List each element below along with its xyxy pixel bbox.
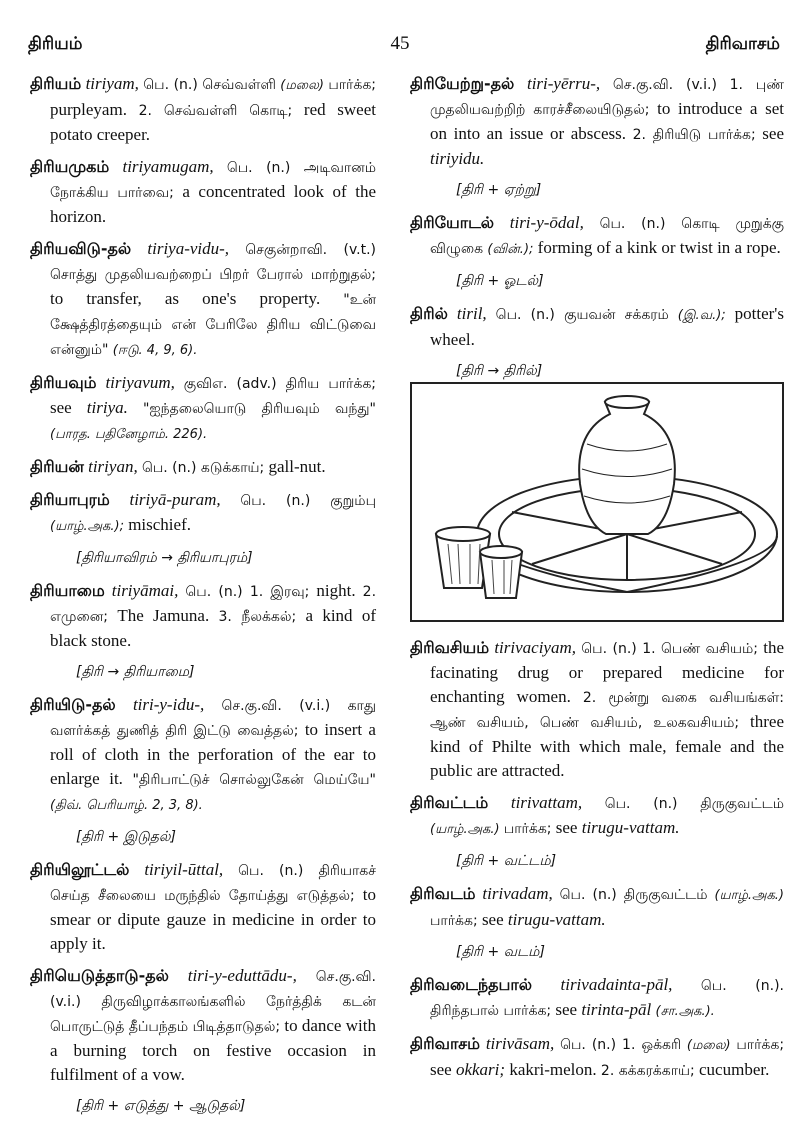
- headword: திரியிலூட்டல்: [30, 860, 130, 879]
- grammar-tamil: செ.கு.வி. (v.i.) திருவிழாக்காலங்களில் நேர்த்திக் கடன் பொருட்டுத் தீப்பந்தம் பிடித்தாடுதல்;: [50, 969, 377, 1035]
- sense-tamil: 3. நீலக்கல்;: [218, 609, 297, 625]
- citation: (ஈடு. 4, 9, 6).: [112, 343, 198, 358]
- source-tag: (யாழ்.அக.): [430, 822, 500, 837]
- sense-tamil: 2. மூன்று வகை வசியங்கள்: ஆண் வசியம், பெண் வசியம், உலகவசியம்;: [430, 690, 784, 731]
- right-column-top: [410, 72, 784, 392]
- transliteration: tiriyamugam,: [122, 157, 214, 176]
- entry-tiriyan: [30, 455, 376, 480]
- headword: திரிவசியம்: [410, 638, 490, 657]
- cross-ref-translit: tirugu-vattam.: [507, 910, 606, 929]
- english-gloss: red sweet potato creeper.: [50, 100, 376, 144]
- headword: திரியோடல்: [410, 213, 495, 232]
- left-column: [30, 72, 376, 1127]
- source-tag: (வின்.);: [487, 242, 534, 257]
- entry-tiriyavum: [30, 371, 376, 447]
- sense-tamil: 1. புண் முதலியவற்றிற் காரச்சீலையிடுதல்;: [430, 77, 785, 118]
- entry-tiriyam: [30, 72, 376, 147]
- entry-tiri-yerru: [410, 72, 784, 171]
- grammar-tamil: பெ. (n.) 1. இரவு;: [185, 584, 310, 600]
- english-gloss: to transfer, as one's property.: [50, 289, 321, 308]
- cross-ref: பார்க்க;: [503, 821, 552, 837]
- english-gloss: to smear or dipute gauze in medicine in order to apply it.: [50, 885, 376, 953]
- english-gloss: see: [555, 818, 578, 837]
- grammar-tamil: குவிஎ. (adv.) திரிய பார்க்க;: [183, 376, 376, 392]
- entry-tiriya-vidu: [30, 237, 376, 363]
- quotation: "உன் க்ஷேத்திரத்தையும் என் பேரிலே திரிய விட்டுவை என்னும்": [50, 292, 377, 358]
- grammar-tamil: பெ. (n.). திரிந்தபால் பார்க்க;: [430, 978, 784, 1019]
- grammar-tamil: பெ. (n.) குறும்பு: [240, 493, 376, 509]
- grammar-tamil: செ.கு.வி. (v.i.): [612, 77, 717, 93]
- english-gloss: night.: [316, 581, 356, 600]
- entry-tiriyamai: [30, 579, 376, 653]
- headword: திரியன்: [30, 457, 84, 476]
- headword: திரியேற்று-தல்: [410, 74, 515, 93]
- grammar-tamil: பெ. (n.) கொடி முறுக்கு விழுகை: [430, 216, 785, 257]
- english-gloss: gall-nut.: [268, 457, 326, 476]
- source-tag: (சா.அக.).: [655, 1004, 715, 1019]
- grammar-tamil: பெ. (n.) திரியாகச் செய்த சீலையை மருந்தில் தோய்த்து எடுத்தல்;: [50, 863, 377, 904]
- headword: திரியமுகம்: [30, 157, 110, 176]
- english-gloss: a kind of black stone.: [50, 606, 377, 650]
- transliteration: tiriyā-puram,: [129, 490, 221, 509]
- etymology: [திரி + ஓடல்]: [456, 273, 544, 289]
- headword: திரிவடம்: [410, 884, 476, 903]
- grammar-tamil: பெ. (n.) கடுக்காய்;: [141, 460, 265, 476]
- transliteration: tiri-y-eduttādu-,: [187, 966, 297, 985]
- etymology: [திரி + இடுதல்]: [76, 829, 176, 845]
- headword: திரிவடைந்தபால்: [410, 975, 533, 994]
- cross-ref: பார்க்க;: [430, 913, 478, 929]
- english-gloss: see: [762, 124, 785, 143]
- etymology: [திரி → திரியாமை]: [76, 664, 195, 680]
- english-gloss: purpleyam.: [50, 100, 127, 119]
- grammar-tamil: பெ. (n.) 1. பெண் வசியம்;: [581, 641, 758, 657]
- english-gloss: potter's wheel.: [430, 304, 784, 349]
- entry-tiri-y-odal: [410, 211, 784, 262]
- english-gloss: see: [50, 398, 72, 417]
- entry-tiriyamugam: [30, 155, 376, 229]
- transliteration: tiriyil-ūttal,: [144, 860, 224, 879]
- cross-ref-translit: tiriyidu.: [430, 149, 485, 168]
- etymology: [திரி + வடம்]: [456, 944, 545, 960]
- etymology: [திரியாவிரம் → திரியாபுரம்]: [76, 550, 253, 566]
- source-tag: (இ.வ.);: [677, 308, 726, 323]
- source-tag: (மலை): [280, 78, 324, 93]
- etymology: [திரி + வட்டம்]: [456, 853, 557, 869]
- headword: திரியாமை: [30, 581, 105, 600]
- headword: திரியவும்: [30, 373, 97, 392]
- cross-ref: பார்க்க;: [328, 77, 376, 93]
- citation: (பாரத. பதினேழாம். 226).: [50, 427, 208, 442]
- entry-tiril: [410, 302, 784, 352]
- entry-tiri-y-eduttadu: [30, 964, 376, 1087]
- cross-ref-translit: tirugu-vattam.: [581, 818, 680, 837]
- quotation: "திரிபாட்டுச் சொல்லுகேன் மெய்யே": [132, 772, 376, 788]
- headword: திரியாபுரம்: [30, 490, 110, 509]
- sense-tamil: 2. கக்கரக்காய்;: [600, 1063, 695, 1079]
- entry-tirivasam: [410, 1032, 784, 1083]
- transliteration: tiri-y-idu-,: [132, 695, 205, 714]
- potters-wheel-illustration: [410, 382, 784, 622]
- grammar-tamil: பெ. (n.) திருகுவட்டம்: [604, 796, 785, 812]
- running-head-left: திரியம்: [28, 34, 83, 54]
- etymology: [திரி → திரில்]: [456, 363, 543, 379]
- english-gloss: see: [430, 1060, 452, 1079]
- english-gloss: to insert a roll of cloth in the perforation of the ear to enlarge it.: [50, 720, 376, 788]
- transliteration: tiriya-vidu-,: [147, 239, 230, 258]
- transliteration: tiri-yērru-,: [526, 74, 601, 93]
- transliteration: tiril,: [456, 304, 487, 323]
- transliteration: tiriyāmai,: [111, 581, 179, 600]
- transliteration: tirivaciyam,: [494, 638, 576, 657]
- headword: திரில்: [410, 304, 448, 323]
- english-gloss: cucumber.: [699, 1060, 770, 1079]
- etymology: [திரி + ஏற்று]: [456, 182, 542, 198]
- cross-ref-translit: okkari;: [455, 1060, 506, 1079]
- english-gloss: see: [481, 910, 504, 929]
- source-tag: (யாழ்.அக.);: [50, 519, 124, 534]
- etymology: [திரி + எடுத்து + ஆடுதல்]: [76, 1098, 246, 1114]
- sense-tamil: 2. திரியிடு பார்க்க;: [632, 127, 756, 143]
- headword: திரியெடுத்தாடு-தல்: [30, 966, 169, 985]
- cross-ref-translit: tirinta-pāl: [581, 1000, 652, 1019]
- transliteration: tiriyan,: [88, 457, 138, 476]
- page-number: 45: [390, 33, 410, 54]
- right-column-bottom: [410, 636, 784, 1091]
- clay-pot: [579, 398, 675, 534]
- grammar-tamil: பெ. (n.) திருகுவட்டம்: [559, 887, 708, 903]
- source-tag: (யாழ்.அக.): [714, 888, 785, 903]
- english-gloss: three kind of Philte with which male, female and the public are attracted.: [430, 712, 784, 780]
- cross-ref-translit: tiriya.: [86, 398, 128, 417]
- english-gloss: to dance with a burning torch on festive occasion in fulfilment of a vow.: [50, 1016, 376, 1084]
- english-gloss: see: [555, 1000, 578, 1019]
- potters-wheel-drawing: [412, 384, 782, 620]
- transliteration: tirivadam,: [482, 884, 553, 903]
- citation: (திவ். பெரியாழ். 2, 3, 8).: [50, 798, 203, 813]
- grammar-tamil: பெ. (n.) குயவன் சக்கரம்: [495, 307, 669, 323]
- quotation: "ஐந்தலையொடு திரியவும் வந்து": [142, 401, 376, 417]
- transliteration: tirivattam,: [510, 793, 583, 812]
- english-gloss: The Jamuna.: [117, 606, 210, 625]
- entry-tirivadam: [410, 882, 784, 933]
- grammar-tamil: பெ. (n.) செவ்வள்ளி: [143, 77, 276, 93]
- grammar-tamil: செ.கு.வி. (v.i.) காது வளர்க்கத் துணித் திரி இட்டு வைத்தல்;: [50, 698, 377, 739]
- grammar-tamil: பெ. (n.) அடிவானம் நோக்கிய பார்வை;: [50, 160, 377, 201]
- entry-tiriyil-uttal: [30, 858, 376, 956]
- entry-tirivaciyam: [410, 636, 784, 783]
- sense-tamil: 2. எமுனை;: [50, 584, 377, 625]
- source-tag: (மலை): [686, 1038, 731, 1053]
- headword: திரியிடு-தல்: [30, 695, 116, 714]
- grammar-tamil: செகுன்றாவி. (v.t.) சொத்து முதலியவற்றைப் பிறர் பேரால் மாற்றுதல்;: [50, 242, 377, 283]
- headword: திரியம்: [30, 74, 82, 93]
- entry-tirivattam: [410, 791, 784, 842]
- transliteration: tirivadainta-pāl,: [560, 975, 673, 994]
- transliteration: tirivāsam,: [485, 1034, 555, 1053]
- english-gloss: kakri-melon.: [509, 1060, 597, 1079]
- english-gloss: to introduce a set on into an issue or abscess.: [430, 99, 785, 143]
- entry-tiri-y-idu: [30, 693, 376, 818]
- sense-tamil: 2. செவ்வள்ளி கொடி;: [138, 103, 293, 119]
- english-gloss: the facinating drug or prepared medicine for enchanting women.: [430, 638, 785, 706]
- headword: திரிவாசம்: [410, 1034, 481, 1053]
- entry-tiriya-puram: [30, 488, 376, 539]
- running-head-right: திரிவாசம்: [705, 34, 780, 54]
- transliteration: tiriyavum,: [105, 373, 175, 392]
- transliteration: tiriyam,: [85, 74, 139, 93]
- english-gloss: forming of a kink or twist in a rope.: [537, 238, 781, 257]
- english-gloss: mischief.: [128, 515, 191, 534]
- english-gloss: a concentrated look of the horizon.: [50, 182, 376, 226]
- headword: திரிவட்டம்: [410, 793, 489, 812]
- transliteration: tiri-y-ōdal,: [509, 213, 584, 232]
- cross-ref: பார்க்க;: [736, 1037, 785, 1053]
- headword: திரியவிடு-தல்: [30, 239, 132, 258]
- entry-tirivadainta-pal: [410, 973, 784, 1024]
- grammar-tamil: பெ. (n.) 1. ஒக்கரி: [560, 1037, 682, 1053]
